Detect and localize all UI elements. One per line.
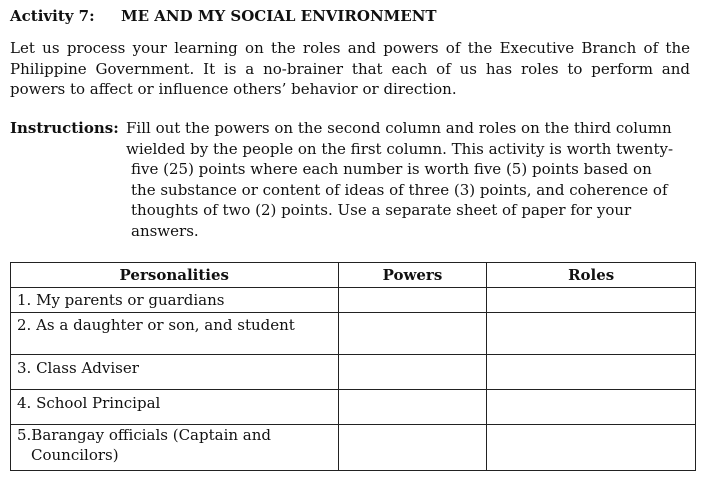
personality-cell: 2. As a daughter or son, and student — [11, 313, 339, 355]
table-row — [11, 313, 696, 355]
table-row — [11, 390, 696, 425]
powers-answer-cell[interactable] — [338, 355, 487, 390]
intro-paragraph: Let us process your learning on the roles and powers of the Executive Branch of the Philippine Government. It is a no-brainer that each of us has roles to perform and powers to affect or influence others’ behavior or direction. — [10, 39, 690, 98]
table-row — [11, 355, 696, 390]
personality-cell: 3. Class Adviser — [11, 355, 339, 390]
table-header-row — [11, 263, 696, 288]
personality-cell — [11, 425, 339, 471]
instructions-label: Instructions: — [10, 119, 119, 137]
roles-answer-cell[interactable] — [487, 355, 696, 390]
roles-answer-cell[interactable] — [487, 390, 696, 425]
table-row — [11, 425, 696, 471]
activity-title: ME AND MY SOCIAL ENVIRONMENT — [121, 7, 437, 25]
header-personalities: Personalities — [11, 263, 339, 288]
instructions-line-3: five (25) points where each number is worth five (5) points based on — [131, 160, 652, 178]
powers-answer-cell[interactable] — [338, 288, 487, 313]
roles-answer-cell[interactable] — [487, 288, 696, 313]
instructions-line-1: Fill out the powers on the second column and roles on the third column — [126, 119, 672, 137]
powers-answer-cell[interactable] — [338, 425, 487, 471]
roles-answer-cell[interactable] — [487, 425, 696, 471]
instructions-line-5: thoughts of two (2) points. Use a separate sheet of paper for your — [131, 201, 632, 219]
instructions-line-4: the substance or content of ideas of three (3) points, and coherence of — [131, 181, 668, 199]
powers-answer-cell[interactable] — [338, 390, 487, 425]
activity-table — [10, 262, 696, 471]
activity-heading — [10, 7, 437, 25]
instructions-line-2: wielded by the people on the first column. This activity is worth twenty- — [126, 140, 674, 158]
header-powers: Powers — [338, 263, 487, 288]
table-row — [11, 288, 696, 313]
roles-answer-cell[interactable] — [487, 313, 696, 355]
personality-cell: 4. School Principal — [11, 390, 339, 425]
instructions-line-6: answers. — [131, 222, 199, 240]
header-roles: Roles — [487, 263, 696, 288]
activity-label: Activity 7: — [10, 7, 95, 25]
personality-cell: 1. My parents or guardians — [11, 288, 339, 313]
personality-line-1: 5.Barangay officials (Captain and — [17, 426, 272, 444]
powers-answer-cell[interactable] — [338, 313, 487, 355]
personality-line-2: Councilors) — [31, 446, 119, 464]
